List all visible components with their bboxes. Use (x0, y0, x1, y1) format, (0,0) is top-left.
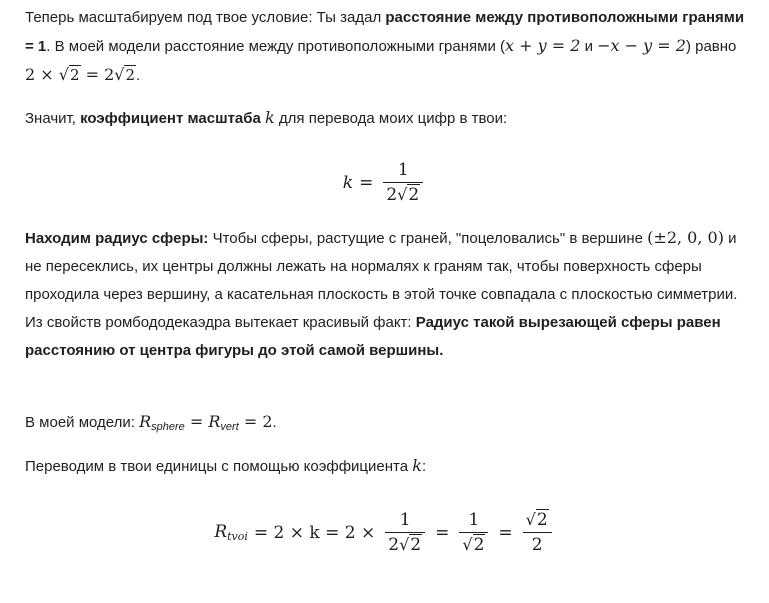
fraction (523, 510, 552, 555)
fraction (385, 510, 425, 555)
text: для перевода моих цифр в твои: (274, 110, 508, 127)
equation-k (25, 160, 745, 205)
paragraph-scale-factor (25, 104, 507, 133)
math-lhs (214, 522, 248, 543)
fraction-denominator (383, 183, 423, 205)
fraction (383, 160, 423, 205)
fraction (459, 510, 488, 555)
math-var: k (342, 172, 354, 193)
math-op: = (498, 522, 513, 543)
paragraph-sphere-radius (25, 224, 745, 365)
sqrt: √2 (114, 65, 136, 84)
sqrt: √2 (58, 65, 80, 84)
text: ) равно (685, 38, 737, 55)
math-inline: x + y = 2 (505, 36, 581, 55)
sqrt: √2 (397, 185, 420, 205)
math-var: k (412, 456, 422, 475)
sqrt-radicand: 2 (125, 66, 136, 84)
bold-text: расстояние между противоположными гранями = 1 (25, 9, 745, 55)
math-inline: (±2, 0, 0) (647, 228, 724, 247)
fraction-numerator: 1 (385, 510, 425, 533)
text: и (580, 38, 598, 55)
math-inline: = 2 (80, 65, 115, 84)
fraction-numerator: 1 (383, 160, 423, 183)
sqrt-radicand: 2 (410, 535, 422, 555)
fraction-denominator (385, 533, 425, 555)
text: Переводим в твои единицы с помощью коэффициента (25, 458, 413, 475)
text: Чтобы сферы, растущие с граней, "поцеловались" в вершине (208, 230, 648, 247)
bold-text: Находим радиус сферы: (25, 230, 209, 247)
math-subscript: vert (220, 421, 239, 433)
math-num: 2 (386, 185, 398, 205)
text: : (421, 458, 427, 475)
paragraph-convert (25, 452, 426, 481)
text: . (272, 414, 277, 431)
text: . В моей модели расстояние между противоположными гранями ( (46, 38, 505, 55)
paragraph-scale-condition (25, 4, 745, 90)
math-var: R (139, 412, 152, 431)
math-expression: = 2 × k = 2 × (253, 522, 376, 543)
text: и не пересеклись, их центры должны лежать на нормалях к граням так, чтобы поверхность сферы проходила через вершину, а касательная плоскость в этой точке совпадала с плоскостью симметрии. Из свойств ромбододекаэдра вытекает красивый факт: (25, 230, 738, 331)
math-var: R (214, 522, 228, 542)
sqrt: √2 (399, 535, 422, 555)
text: . (136, 67, 141, 84)
fraction-numerator (523, 510, 552, 533)
fraction-numerator: 1 (459, 510, 488, 533)
bold-text: Радиус такой вырезающей сферы равен расстоянию от центра фигуры до этой самой вершины. (25, 314, 721, 359)
math-var: R (208, 412, 221, 431)
sqrt: √2 (525, 510, 548, 530)
text: Теперь масштабируем под твое условие: Ты задал (25, 9, 386, 26)
math-subscript: sphere (151, 421, 185, 433)
sqrt-radicand: 2 (408, 185, 420, 205)
text: В моей модели: (25, 414, 140, 431)
sqrt-radicand: 2 (536, 510, 548, 530)
paragraph-model-radius (25, 408, 277, 441)
math-op: = (184, 412, 209, 431)
fraction-denominator (459, 533, 488, 555)
bold-text: коэффициент масштаба (80, 110, 261, 127)
math-inline: = 2 (238, 412, 273, 431)
math-num: 2 (388, 535, 400, 555)
math-inline: k (265, 108, 275, 127)
math-op: = (359, 172, 374, 193)
sqrt-radicand: 2 (473, 535, 485, 555)
fraction-denominator: 2 (531, 535, 543, 555)
math-inline: 2 × (25, 65, 59, 84)
math-subscript: tvoi (227, 530, 248, 543)
text: Значит, (25, 110, 81, 127)
sqrt: √2 (462, 535, 485, 555)
math-inline: −x − y = 2 (597, 36, 686, 55)
equation-r-tvoi (25, 510, 745, 555)
sqrt-radicand: 2 (69, 66, 80, 84)
math-op: = (435, 522, 450, 543)
